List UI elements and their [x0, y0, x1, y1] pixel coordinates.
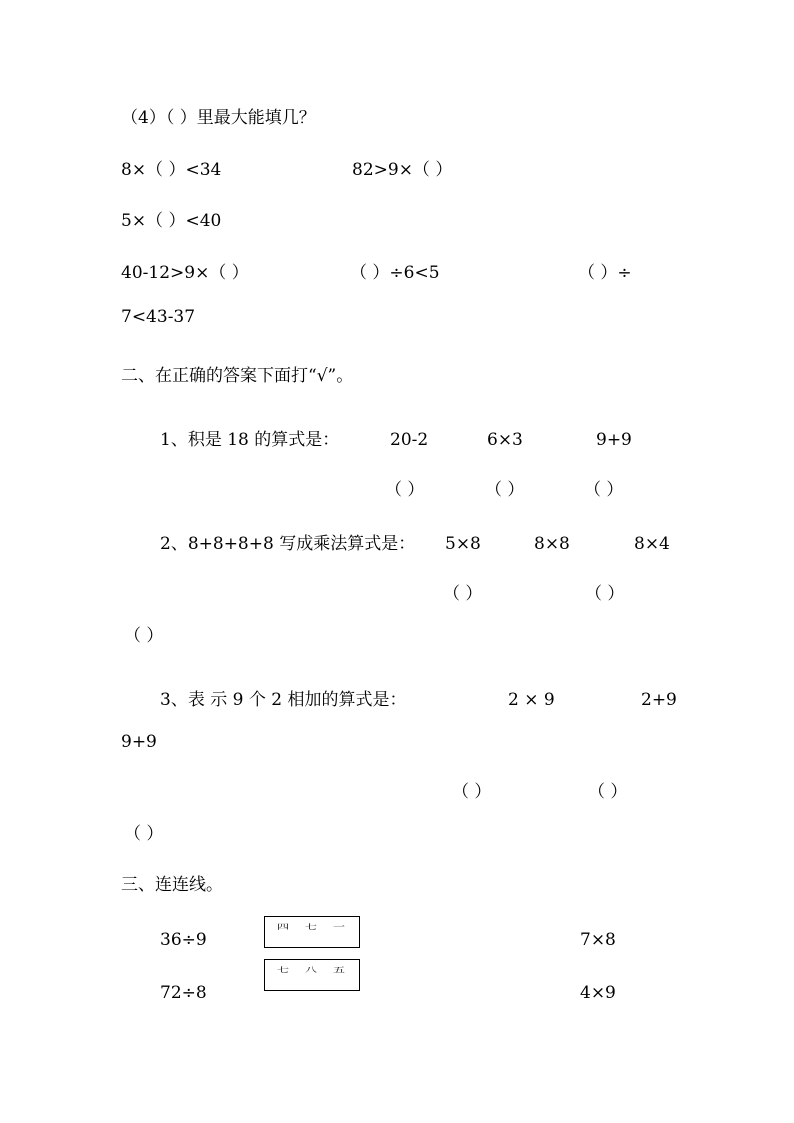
match-box-1[interactable]	[264, 916, 360, 948]
match-box-2[interactable]	[264, 959, 360, 991]
q3-prompt: 3、表 示 9 个 2 相加的算式是：	[160, 690, 407, 710]
q1-option-3: 9+9	[596, 430, 632, 450]
q1-prompt: 1、积是 18 的算式是：	[160, 430, 340, 450]
box-2-char-3: 五	[333, 966, 346, 974]
q2-blank-1[interactable]: （ ）	[443, 584, 483, 604]
q2-option-2: 8×8	[534, 534, 570, 554]
section-3-title: 三、连连线。	[121, 875, 223, 895]
q3-option-3: 9+9	[121, 732, 157, 752]
question-heading: （4）（ ）里最大能填几？	[121, 108, 316, 128]
inequality-5: （ ）÷6<5	[350, 263, 440, 283]
q1-blank-3[interactable]: （ ）	[584, 480, 624, 500]
q1-blank-2[interactable]: （ ）	[485, 480, 525, 500]
q2-blank-2[interactable]: （ ）	[585, 584, 625, 604]
section-2-title: 二、在正确的答案下面打“√”。	[121, 366, 354, 386]
box-1-char-2: 七	[305, 923, 318, 931]
inequality-2: 82>9×（ ）	[352, 160, 453, 180]
q1-option-2: 6×3	[487, 430, 523, 450]
box-1-char-1: 四	[277, 923, 290, 931]
q2-option-1: 5×8	[445, 534, 481, 554]
inequality-3: 5×（ ）<40	[121, 211, 222, 231]
match-right-1: 7×8	[580, 930, 616, 950]
box-2-char-2: 八	[305, 966, 318, 974]
q2-blank-3[interactable]: （ ）	[124, 626, 164, 646]
inequality-4: 40-12>9×（ ）	[121, 263, 249, 283]
inequality-6-start: （ ）÷	[578, 263, 632, 283]
q3-blank-2[interactable]: （ ）	[588, 782, 628, 802]
q2-option-3: 8×4	[634, 534, 670, 554]
box-1-char-3: 一	[333, 923, 346, 931]
box-2-char-1: 七	[277, 966, 290, 974]
q2-prompt: 2、8+8+8+8 写成乘法算式是：	[160, 534, 416, 554]
match-left-1: 36÷9	[160, 930, 207, 950]
q1-option-1: 20-2	[390, 430, 429, 450]
match-right-2: 4×9	[580, 983, 616, 1003]
match-left-2: 72÷8	[160, 983, 207, 1003]
q1-blank-1[interactable]: （ ）	[385, 480, 425, 500]
q3-option-1: 2 × 9	[508, 690, 555, 710]
q3-blank-1[interactable]: （ ）	[452, 782, 492, 802]
inequality-1: 8×（ ）<34	[121, 160, 222, 180]
q3-blank-3[interactable]: （ ）	[124, 824, 164, 844]
inequality-6-end: 7<43-37	[121, 307, 196, 327]
q3-option-2: 2+9	[641, 690, 677, 710]
